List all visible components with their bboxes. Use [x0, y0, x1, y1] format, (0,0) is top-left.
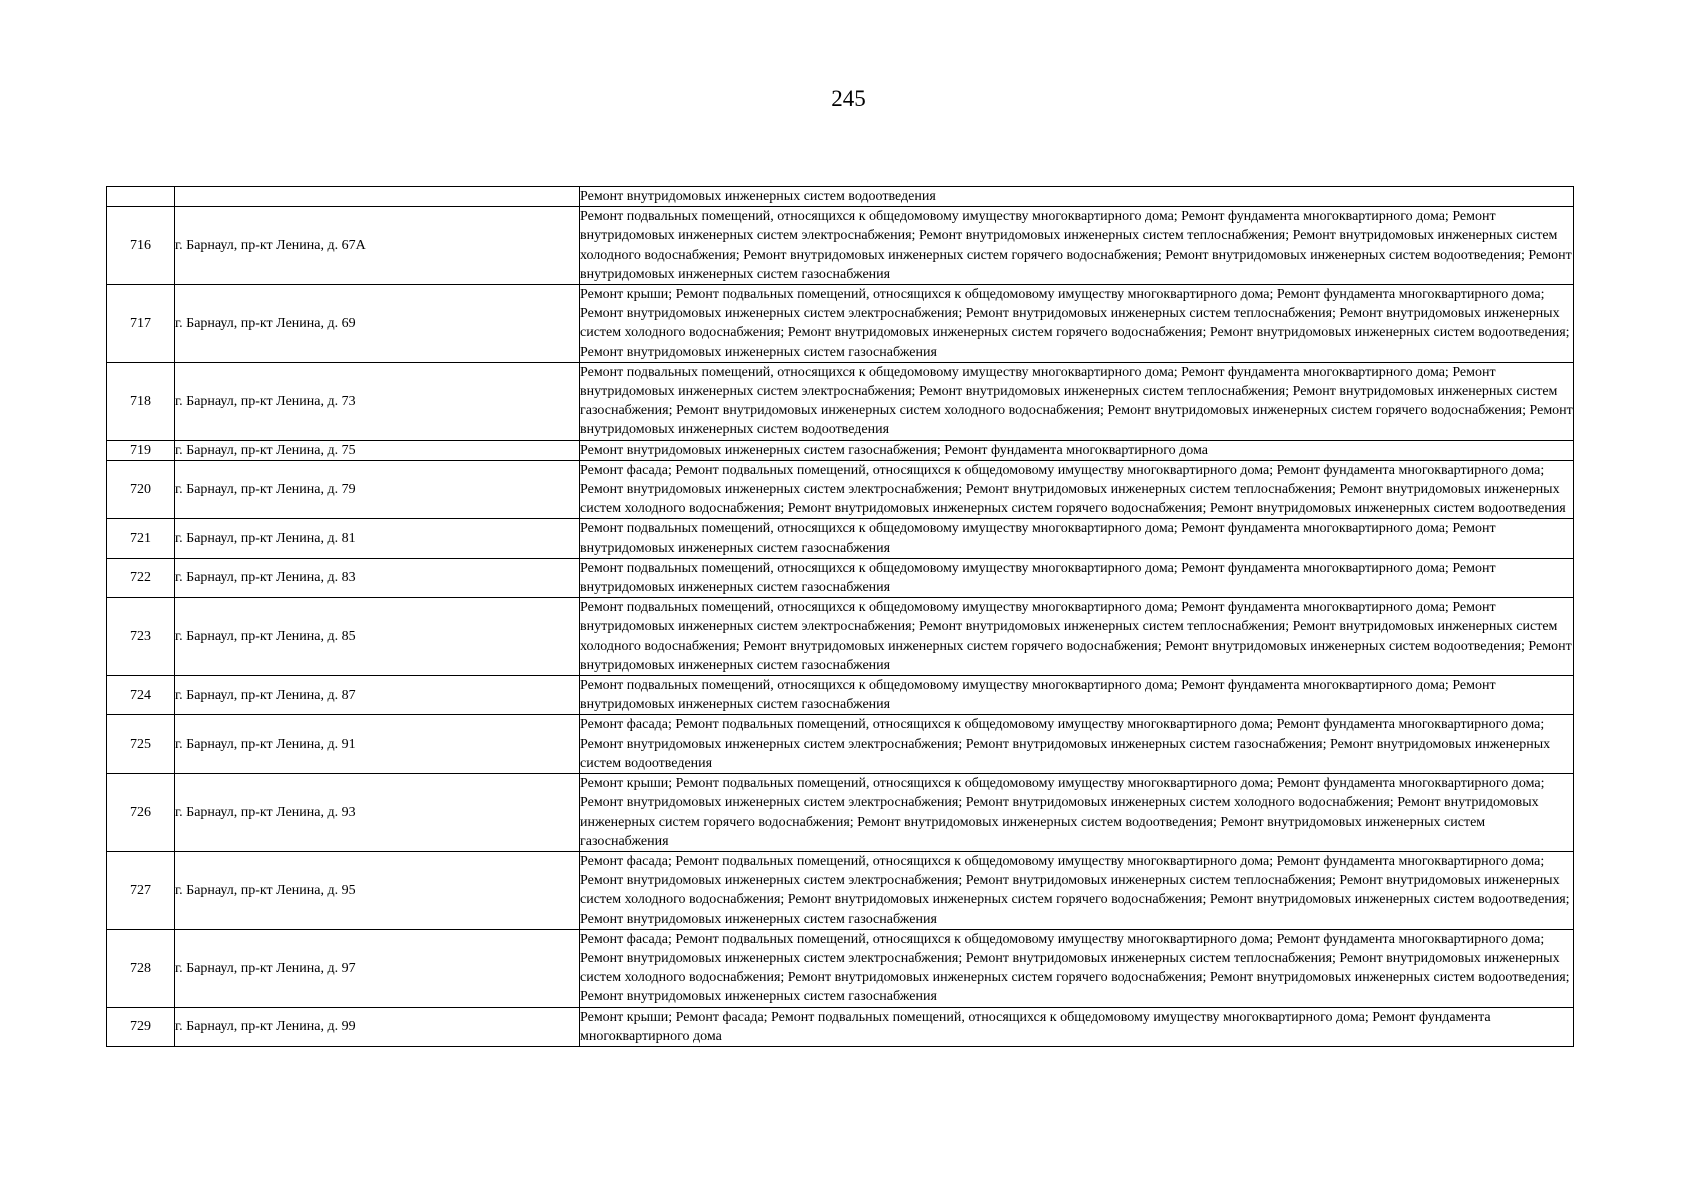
row-number-cell: 727	[107, 851, 175, 929]
table-row	[107, 187, 1574, 207]
row-number-cell: 717	[107, 285, 175, 363]
table-row	[107, 1007, 1574, 1046]
table-row	[107, 598, 1574, 676]
works-cell: Ремонт подвальных помещений, относящихся к общедомовому имуществу многоквартирного дома; Ремонт фундамента многоквартирного дома; Ремонт внутридомовых инженерных систем газоснабжения	[580, 558, 1574, 597]
address-cell: г. Барнаул, пр-кт Ленина, д. 73	[175, 362, 580, 440]
table-row	[107, 851, 1574, 929]
address-cell: г. Барнаул, пр-кт Ленина, д. 69	[175, 285, 580, 363]
table-row	[107, 285, 1574, 363]
table-row	[107, 207, 1574, 285]
works-cell: Ремонт фасада; Ремонт подвальных помещений, относящихся к общедомовому имуществу многоквартирного дома; Ремонт фундамента многоквартирного дома; Ремонт внутридомовых инженерных систем электроснабжения; Ремонт внутридомовых инженерных систем теплоснабжения; Ремонт внутридомовых инженерных систем холодного водоснабжения; Ремонт внутридомовых инженерных систем горячего водоснабжения; Ремонт внутридомовых инженерных систем водоотведения	[580, 460, 1574, 519]
address-cell: г. Барнаул, пр-кт Ленина, д. 87	[175, 676, 580, 715]
address-cell: г. Барнаул, пр-кт Ленина, д. 75	[175, 440, 580, 460]
row-number-cell: 720	[107, 460, 175, 519]
table-row	[107, 929, 1574, 1007]
address-cell: г. Барнаул, пр-кт Ленина, д. 93	[175, 774, 580, 852]
works-cell: Ремонт фасада; Ремонт подвальных помещений, относящихся к общедомовому имуществу многоквартирного дома; Ремонт фундамента многоквартирного дома; Ремонт внутридомовых инженерных систем электроснабжения; Ремонт внутридомовых инженерных систем теплоснабжения; Ремонт внутридомовых инженерных систем холодного водоснабжения; Ремонт внутридомовых инженерных систем горячего водоснабжения; Ремонт внутридомовых инженерных систем водоотведения; Ремонт внутридомовых инженерных систем газоснабжения	[580, 929, 1574, 1007]
table-row	[107, 460, 1574, 519]
address-cell: г. Барнаул, пр-кт Ленина, д. 81	[175, 519, 580, 558]
table-row	[107, 558, 1574, 597]
table-row	[107, 715, 1574, 774]
address-cell	[175, 187, 580, 207]
address-cell: г. Барнаул, пр-кт Ленина, д. 97	[175, 929, 580, 1007]
works-cell: Ремонт крыши; Ремонт фасада; Ремонт подвальных помещений, относящихся к общедомовому имуществу многоквартирного дома; Ремонт фундамента многоквартирного дома	[580, 1007, 1574, 1046]
address-cell: г. Барнаул, пр-кт Ленина, д. 99	[175, 1007, 580, 1046]
page-number: 245	[831, 86, 866, 111]
row-number-cell	[107, 187, 175, 207]
table-row	[107, 676, 1574, 715]
row-number-cell: 724	[107, 676, 175, 715]
row-number-cell: 723	[107, 598, 175, 676]
table-row	[107, 440, 1574, 460]
address-cell: г. Барнаул, пр-кт Ленина, д. 95	[175, 851, 580, 929]
repair-works-table	[106, 186, 1574, 1047]
works-cell: Ремонт внутридомовых инженерных систем газоснабжения; Ремонт фундамента многоквартирного дома	[580, 440, 1574, 460]
row-number-cell: 728	[107, 929, 175, 1007]
row-number-cell: 725	[107, 715, 175, 774]
row-number-cell: 719	[107, 440, 175, 460]
works-cell: Ремонт фасада; Ремонт подвальных помещений, относящихся к общедомовому имуществу многоквартирного дома; Ремонт фундамента многоквартирного дома; Ремонт внутридомовых инженерных систем электроснабжения; Ремонт внутридомовых инженерных систем газоснабжения; Ремонт внутридомовых инженерных систем водоотведения	[580, 715, 1574, 774]
works-cell: Ремонт подвальных помещений, относящихся к общедомовому имуществу многоквартирного дома; Ремонт фундамента многоквартирного дома; Ремонт внутридомовых инженерных систем газоснабжения	[580, 519, 1574, 558]
row-number-cell: 718	[107, 362, 175, 440]
works-cell: Ремонт подвальных помещений, относящихся к общедомовому имуществу многоквартирного дома; Ремонт фундамента многоквартирного дома; Ремонт внутридомовых инженерных систем электроснабжения; Ремонт внутридомовых инженерных систем теплоснабжения; Ремонт внутридомовых инженерных систем холодного водоснабжения; Ремонт внутридомовых инженерных систем горячего водоснабжения; Ремонт внутридомовых инженерных систем водоотведения; Ремонт внутридомовых инженерных систем газоснабжения	[580, 207, 1574, 285]
works-cell: Ремонт подвальных помещений, относящихся к общедомовому имуществу многоквартирного дома; Ремонт фундамента многоквартирного дома; Ремонт внутридомовых инженерных систем газоснабжения	[580, 676, 1574, 715]
works-cell: Ремонт крыши; Ремонт подвальных помещений, относящихся к общедомовому имуществу многоквартирного дома; Ремонт фундамента многоквартирного дома; Ремонт внутридомовых инженерных систем электроснабжения; Ремонт внутридомовых инженерных систем теплоснабжения; Ремонт внутридомовых инженерных систем холодного водоснабжения; Ремонт внутридомовых инженерных систем горячего водоснабжения; Ремонт внутридомовых инженерных систем водоотведения; Ремонт внутридомовых инженерных систем газоснабжения	[580, 285, 1574, 363]
row-number-cell: 729	[107, 1007, 175, 1046]
table-row	[107, 774, 1574, 852]
row-number-cell: 721	[107, 519, 175, 558]
table-row	[107, 519, 1574, 558]
works-cell: Ремонт внутридомовых инженерных систем водоотведения	[580, 187, 1574, 207]
address-cell: г. Барнаул, пр-кт Ленина, д. 83	[175, 558, 580, 597]
address-cell: г. Барнаул, пр-кт Ленина, д. 85	[175, 598, 580, 676]
works-cell: Ремонт подвальных помещений, относящихся к общедомовому имуществу многоквартирного дома; Ремонт фундамента многоквартирного дома; Ремонт внутридомовых инженерных систем электроснабжения; Ремонт внутридомовых инженерных систем теплоснабжения; Ремонт внутридомовых инженерных систем холодного водоснабжения; Ремонт внутридомовых инженерных систем горячего водоснабжения; Ремонт внутридомовых инженерных систем водоотведения; Ремонт внутридомовых инженерных систем газоснабжения	[580, 598, 1574, 676]
address-cell: г. Барнаул, пр-кт Ленина, д. 67А	[175, 207, 580, 285]
row-number-cell: 716	[107, 207, 175, 285]
works-cell: Ремонт подвальных помещений, относящихся к общедомовому имуществу многоквартирного дома; Ремонт фундамента многоквартирного дома; Ремонт внутридомовых инженерных систем электроснабжения; Ремонт внутридомовых инженерных систем теплоснабжения; Ремонт внутридомовых инженерных систем газоснабжения; Ремонт внутридомовых инженерных систем холодного водоснабжения; Ремонт внутридомовых инженерных систем горячего водоснабжения; Ремонт внутридомовых инженерных систем водоотведения	[580, 362, 1574, 440]
table-row	[107, 362, 1574, 440]
address-cell: г. Барнаул, пр-кт Ленина, д. 91	[175, 715, 580, 774]
row-number-cell: 722	[107, 558, 175, 597]
works-cell: Ремонт крыши; Ремонт подвальных помещений, относящихся к общедомовому имуществу многоквартирного дома; Ремонт фундамента многоквартирного дома; Ремонт внутридомовых инженерных систем электроснабжения; Ремонт внутридомовых инженерных систем холодного водоснабжения; Ремонт внутридомовых инженерных систем горячего водоснабжения; Ремонт внутридомовых инженерных систем водоотведения; Ремонт внутридомовых инженерных систем газоснабжения	[580, 774, 1574, 852]
works-cell: Ремонт фасада; Ремонт подвальных помещений, относящихся к общедомовому имуществу многоквартирного дома; Ремонт фундамента многоквартирного дома; Ремонт внутридомовых инженерных систем электроснабжения; Ремонт внутридомовых инженерных систем теплоснабжения; Ремонт внутридомовых инженерных систем холодного водоснабжения; Ремонт внутридомовых инженерных систем горячего водоснабжения; Ремонт внутридомовых инженерных систем водоотведения; Ремонт внутридомовых инженерных систем газоснабжения	[580, 851, 1574, 929]
row-number-cell: 726	[107, 774, 175, 852]
address-cell: г. Барнаул, пр-кт Ленина, д. 79	[175, 460, 580, 519]
